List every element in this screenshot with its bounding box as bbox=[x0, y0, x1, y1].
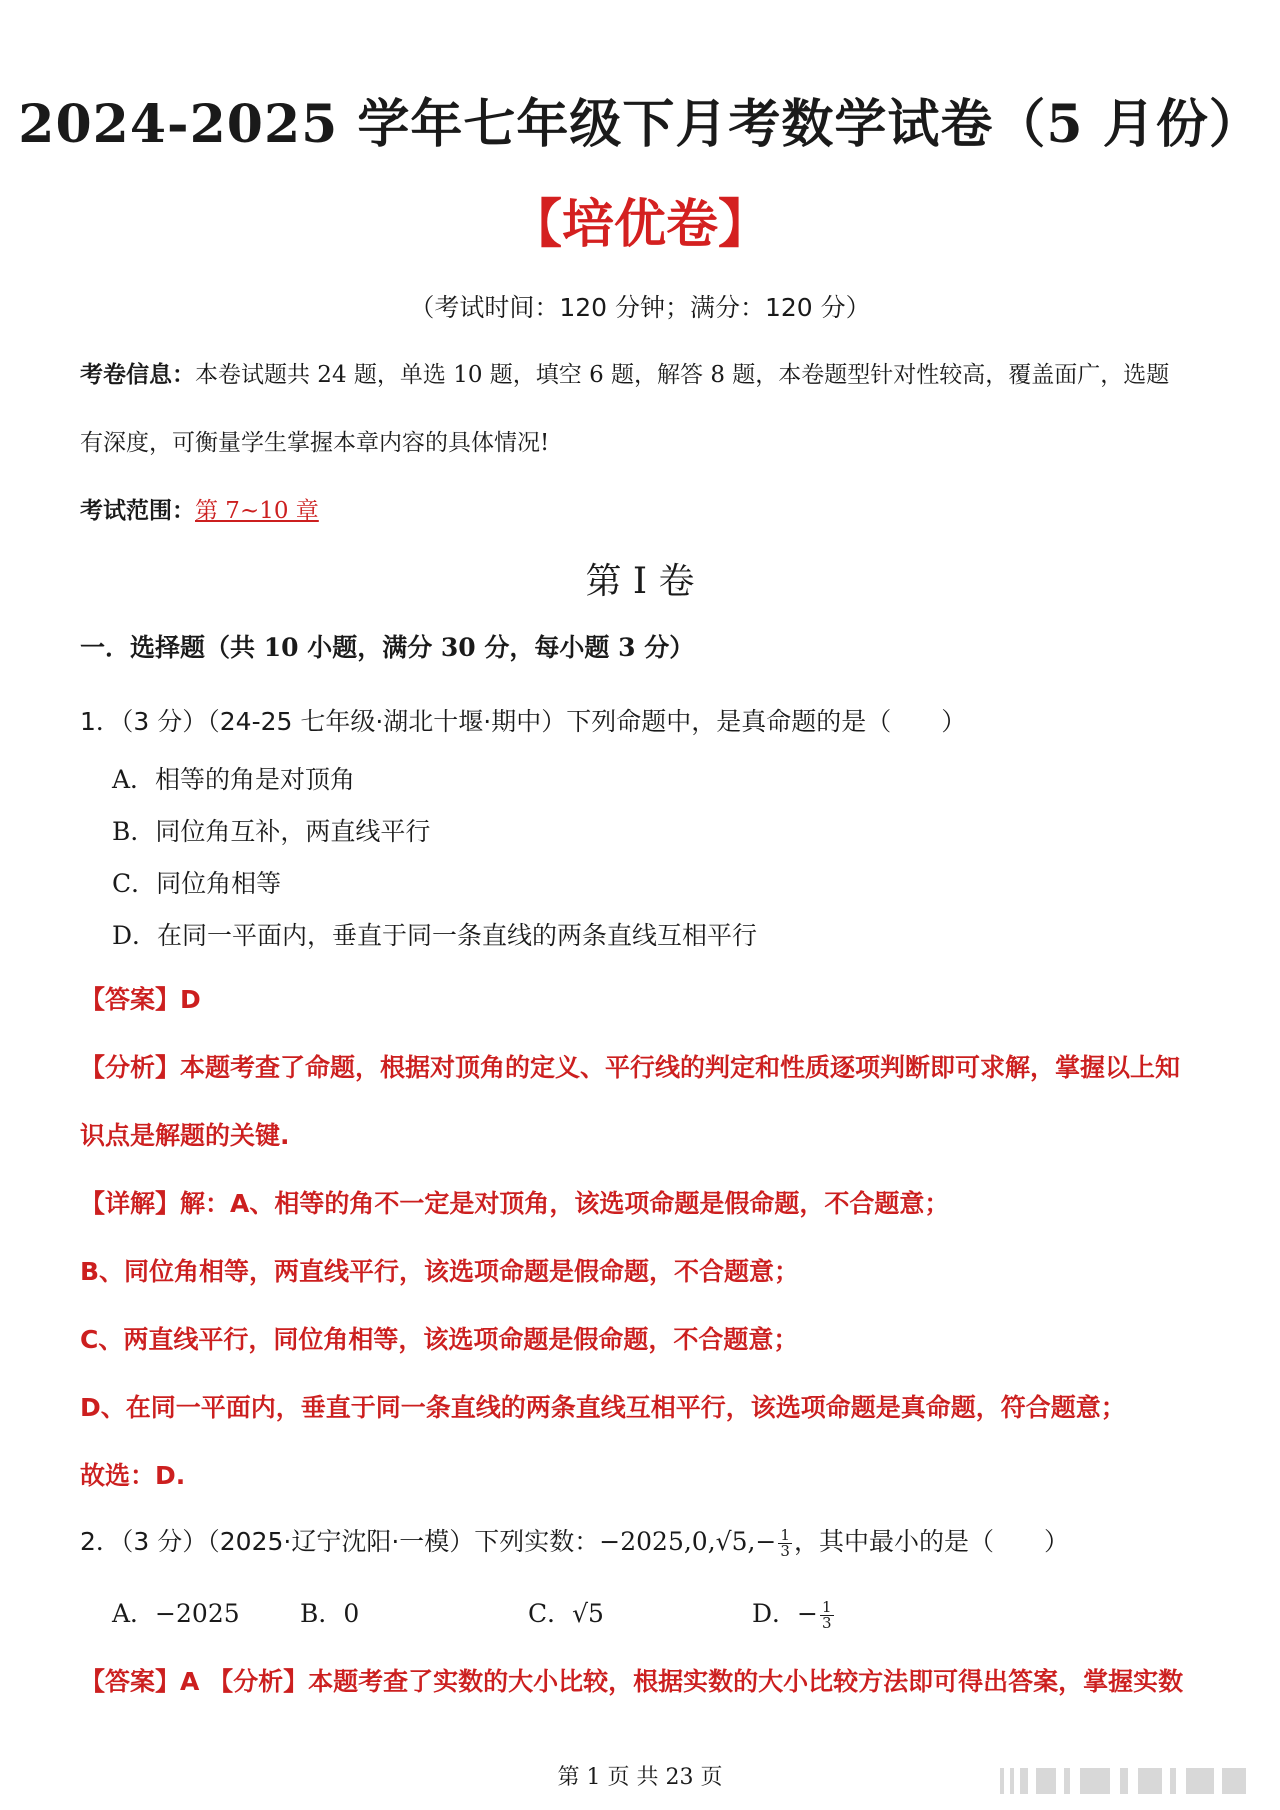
section-heading: 一．选择题（共 10 小题，满分 30 分，每小题 3 分） bbox=[80, 633, 695, 662]
range-label: 考试范围： bbox=[80, 497, 195, 524]
q1-option-b: B．同位角互补，两直线平行 bbox=[112, 817, 431, 846]
fraction-denominator: 3 bbox=[780, 1541, 790, 1560]
q2-option-d bbox=[752, 1594, 836, 1631]
q2-stem-post: ，其中最小的是（ ） bbox=[793, 1527, 1069, 1556]
q2-analysis-text: 本题考查了实数的大小比较，根据实数的大小比较方法即可得出答案，掌握实数 bbox=[308, 1667, 1184, 1696]
q1-detail-3: C、两直线平行，同位角相等，该选项命题是假命题，不合题意； bbox=[80, 1325, 799, 1354]
q1-stem: 1．（3 分）（24-25 七年级·湖北十堰·期中）下列命题中，是真命题的是（ ） bbox=[80, 707, 967, 736]
q2-fraction bbox=[778, 1525, 792, 1560]
analysis-tag: 【分析】 bbox=[208, 1667, 309, 1696]
fraction-numerator: 1 bbox=[780, 1525, 790, 1544]
q1-answer bbox=[80, 980, 201, 1016]
q2-answer-value: A bbox=[180, 1667, 200, 1696]
range-value-link[interactable]: 第 7~10 章 bbox=[195, 498, 319, 524]
q1-detail-1 bbox=[80, 1184, 949, 1220]
page-footer: 第 1 页 共 23 页 bbox=[557, 1765, 723, 1790]
q1-detail-text-1: 解：A、相等的角不一定是对顶角，该选项命题是假命题，不合题意； bbox=[180, 1189, 950, 1218]
info-text-2: 有深度，可衡量学生掌握本章内容的具体情况! bbox=[80, 430, 550, 456]
q2-stem bbox=[80, 1522, 1069, 1559]
analysis-tag: 【分析】 bbox=[80, 1053, 181, 1082]
watermark-bars-icon bbox=[1000, 1768, 1250, 1794]
fraction-denominator: 3 bbox=[822, 1614, 832, 1632]
info-label: 考卷信息： bbox=[80, 361, 195, 388]
fraction-numerator: 1 bbox=[822, 1598, 832, 1616]
q1-analysis-1 bbox=[80, 1048, 1180, 1084]
answer-tag: 【答案】 bbox=[80, 1667, 181, 1696]
info-text-1: 本卷试题共 24 题，单选 10 题，填空 6 题，解答 8 题，本卷题型针对性较高，覆盖面广，选题 bbox=[195, 362, 1170, 388]
q1-answer-value: D bbox=[180, 985, 201, 1014]
q2-option-a: A．−2025 bbox=[112, 1599, 240, 1628]
q1-detail-5: 故选：D. bbox=[80, 1461, 186, 1490]
volume-title: 第 I 卷 bbox=[585, 561, 695, 602]
q2-answer-analysis bbox=[80, 1662, 1183, 1698]
q1-option-d: D．在同一平面内，垂直于同一条直线的两条直线互相平行 bbox=[112, 921, 758, 950]
exam-title: 2024-2025 学年七年级下月考数学试卷（5 月份） bbox=[18, 94, 1262, 155]
q1-option-c: C．同位角相等 bbox=[112, 869, 282, 898]
q2-option-c: C．√5 bbox=[528, 1599, 604, 1628]
q2-option-d-pre: D．− bbox=[752, 1599, 818, 1628]
exam-range bbox=[80, 494, 319, 528]
q2-option-b: B．0 bbox=[300, 1599, 360, 1628]
q2-stem-math: −2025,0,√5,− bbox=[599, 1527, 777, 1556]
exam-time-info: （考试时间：120 分钟；满分：120 分） bbox=[409, 293, 871, 322]
q2-stem-pre: 2．（3 分）（2025·辽宁沈阳·一模）下列实数： bbox=[80, 1527, 600, 1556]
detail-tag: 【详解】 bbox=[80, 1189, 181, 1218]
info-line-1 bbox=[80, 358, 1169, 392]
q1-analysis-text-1: 本题考查了命题，根据对顶角的定义、平行线的判定和性质逐项判断即可求解，掌握以上知 bbox=[180, 1053, 1181, 1082]
q1-detail-4: D、在同一平面内，垂直于同一条直线的两条直线互相平行，该选项命题是真命题，符合题意； bbox=[80, 1393, 1126, 1422]
answer-tag: 【答案】 bbox=[80, 985, 181, 1014]
q2-option-d-fraction bbox=[820, 1600, 834, 1631]
exam-subtitle: 【培优卷】 bbox=[509, 194, 770, 255]
q1-analysis-2: 识点是解题的关键. bbox=[80, 1121, 290, 1150]
q1-option-a: A．相等的角是对顶角 bbox=[112, 765, 356, 794]
q1-detail-2: B、同位角相等，两直线平行，该选项命题是假命题，不合题意； bbox=[80, 1257, 800, 1286]
